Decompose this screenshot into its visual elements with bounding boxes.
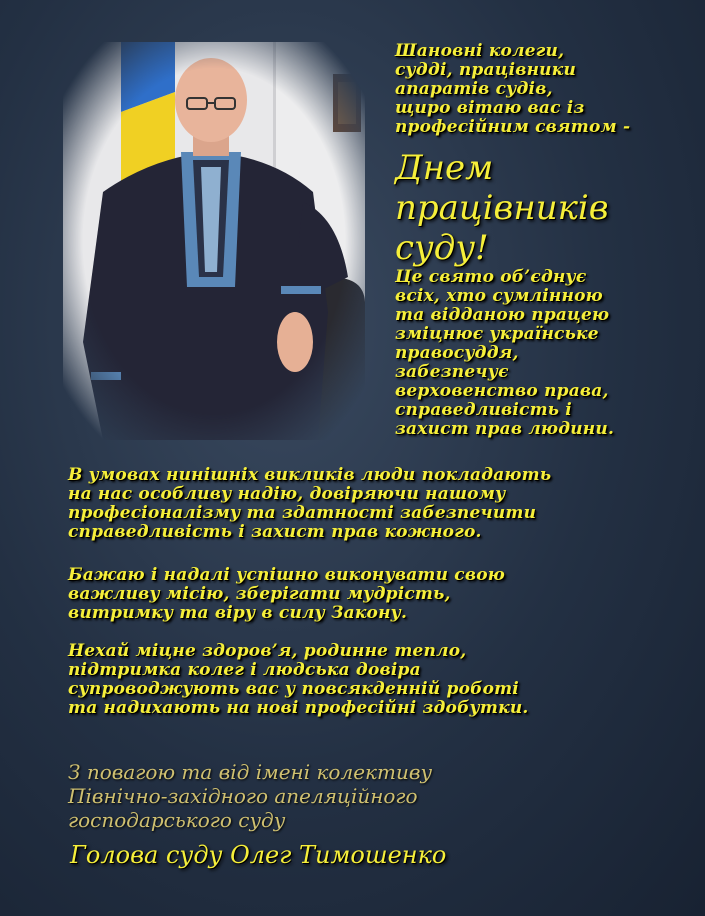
paragraph-line: захист прав людини. (395, 419, 615, 439)
holiday-headline (395, 148, 695, 268)
paragraph-line: та надихають на нові професійні здобутки. (68, 698, 529, 718)
paragraph-line: справедливість і захист прав кожного. (68, 522, 482, 542)
portrait-illustration (63, 42, 365, 440)
signature-line: Північно-західного апеляційного (68, 784, 418, 808)
paragraph-line: та відданою працею (395, 305, 610, 325)
paragraph-line: Нехай міцне здоров’я, родинне тепло, (68, 641, 467, 661)
paragraph-line: підтримка колег і людська довіра (68, 660, 421, 680)
signature-line: господарського суду (68, 808, 286, 832)
paragraph-line: супроводжують вас у повсякденній роботі (68, 679, 519, 699)
intro-line: Шановні колеги, (395, 41, 565, 61)
paragraph-line: всіх, хто сумлінною (395, 286, 603, 306)
paragraph-3 (68, 566, 668, 623)
intro-line: професійним святом - (395, 117, 631, 137)
paragraph-line: Це свято об’єднує (395, 267, 587, 287)
paragraph-line: Бажаю і надалі успішно виконувати свою (68, 565, 505, 585)
intro-line: судді, працівники (395, 60, 577, 80)
intro-line: щиро вітаю вас із (395, 98, 585, 118)
head-signature: Голова суду Олег Тимошенко (70, 841, 447, 869)
paragraph-4 (68, 642, 668, 718)
signature-block (68, 760, 668, 832)
greeting-intro (395, 42, 695, 137)
paragraph-line: професіоналізму та здатності забезпечити (68, 503, 537, 523)
paragraph-line: важливу місію, зберігати мудрість, (68, 584, 451, 604)
paragraph-line: витримку та віру в силу Закону. (68, 603, 408, 623)
paragraph-line: на нас особливу надію, довіряючи нашому (68, 484, 506, 504)
paragraph-1 (395, 268, 695, 439)
headline-line: суду! (395, 228, 489, 268)
headline-line: Днем (395, 148, 494, 188)
intro-line: апаратів судів, (395, 79, 553, 99)
paragraph-2 (68, 466, 668, 542)
paragraph-line: забезпечує (395, 362, 509, 382)
paragraph-line: В умовах нинішніх викликів люди покладають (68, 465, 552, 485)
paragraph-line: верховенство права, (395, 381, 609, 401)
paragraph-line: зміцнює українське (395, 324, 599, 344)
signature-line: З повагою та від імені колективу (68, 760, 433, 784)
paragraph-line: правосуддя, (395, 343, 519, 363)
paragraph-line: справедливість і (395, 400, 572, 420)
portrait-photo (63, 42, 365, 440)
headline-line: працівників (395, 188, 609, 228)
